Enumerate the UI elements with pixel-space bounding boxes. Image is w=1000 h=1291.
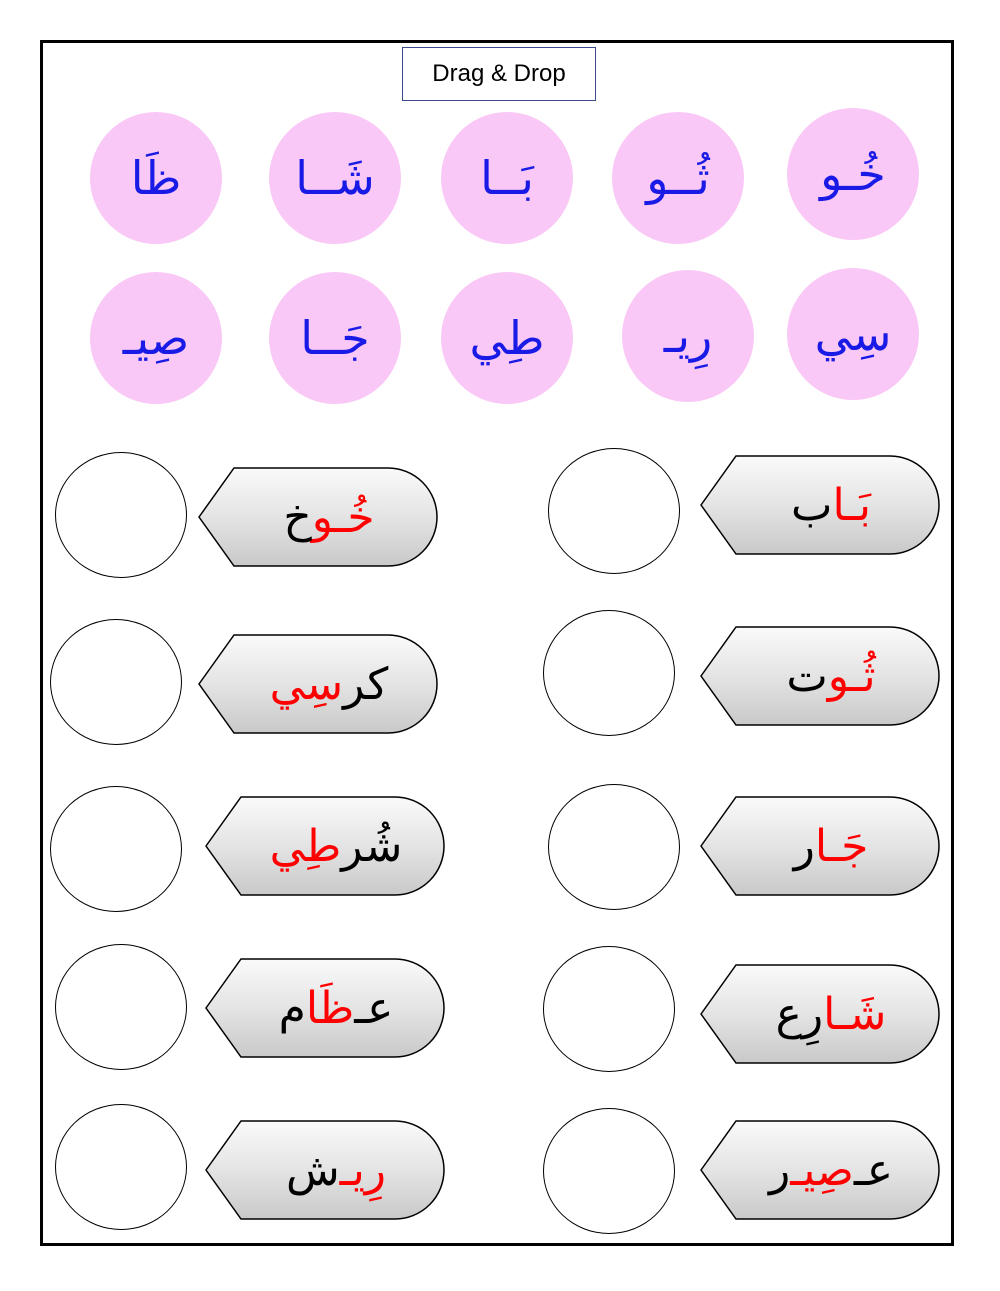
drop-slot[interactable] <box>55 452 187 578</box>
word-segment: م <box>278 982 306 1034</box>
word-text <box>730 455 932 555</box>
syllable-tile[interactable]: بَــا <box>441 112 573 244</box>
word-text <box>228 467 430 567</box>
word-segment: خُـو <box>311 491 375 543</box>
word-segment: ت <box>786 650 828 702</box>
word-label <box>700 964 940 1064</box>
word-segment: ش <box>285 1144 340 1196</box>
word-text <box>730 1120 932 1220</box>
syllable-tile[interactable]: صِيـ <box>90 272 222 404</box>
drop-slot[interactable] <box>55 944 187 1070</box>
drop-slot[interactable] <box>543 610 675 736</box>
word-segment: عـ <box>354 982 394 1034</box>
word-text <box>228 634 430 734</box>
syllable-tile[interactable]: خُـو <box>787 108 919 240</box>
drop-slot[interactable] <box>55 1104 187 1230</box>
word-segment: رِع <box>775 988 824 1040</box>
syllable-tile[interactable]: جَــا <box>269 272 401 404</box>
drop-slot[interactable] <box>50 786 182 912</box>
word-segment: طِي <box>269 820 342 872</box>
drop-slot[interactable] <box>50 619 182 745</box>
word-segment: شُر <box>341 820 403 872</box>
syllable-tile[interactable]: رِيـ <box>622 270 754 402</box>
word-label <box>700 1120 940 1220</box>
word-label <box>198 634 438 734</box>
word-segment: ظَا <box>305 982 355 1034</box>
syllable-tile[interactable]: شَــا <box>269 112 401 244</box>
syllable-tile[interactable]: سِي <box>787 268 919 400</box>
drop-slot[interactable] <box>543 1108 675 1234</box>
word-segment: صِيـ <box>790 1144 854 1196</box>
drop-slot[interactable] <box>548 784 680 910</box>
word-text <box>730 796 932 896</box>
drop-slot[interactable] <box>548 448 680 574</box>
word-label <box>700 626 940 726</box>
word-text <box>730 626 932 726</box>
word-segment: عـ <box>853 1144 893 1196</box>
page-title: Drag & Drop <box>402 47 596 101</box>
word-segment: بَـا <box>832 479 871 531</box>
word-text <box>235 796 437 896</box>
word-text <box>235 958 437 1058</box>
word-text <box>730 964 932 1064</box>
word-segment: سِي <box>269 658 344 710</box>
syllable-tile[interactable]: طِي <box>441 272 573 404</box>
word-segment: شَـا <box>823 988 887 1040</box>
word-label <box>205 1120 445 1220</box>
word-segment: ر <box>793 820 815 872</box>
drop-slot[interactable] <box>543 946 675 1072</box>
word-text <box>235 1120 437 1220</box>
word-segment: جَـا <box>814 820 869 872</box>
word-label <box>198 467 438 567</box>
word-label <box>700 455 940 555</box>
word-label <box>205 958 445 1058</box>
word-segment: رِيـ <box>339 1144 387 1196</box>
word-segment: كر <box>343 658 389 710</box>
syllable-tile[interactable]: ثُــو <box>612 112 744 244</box>
word-label <box>205 796 445 896</box>
word-segment: ب <box>791 479 833 531</box>
syllable-tile[interactable]: ظَا <box>90 112 222 244</box>
word-label <box>700 796 940 896</box>
word-segment: ثُـو <box>827 650 876 702</box>
word-segment: خ <box>283 491 312 543</box>
word-segment: ر <box>769 1144 791 1196</box>
